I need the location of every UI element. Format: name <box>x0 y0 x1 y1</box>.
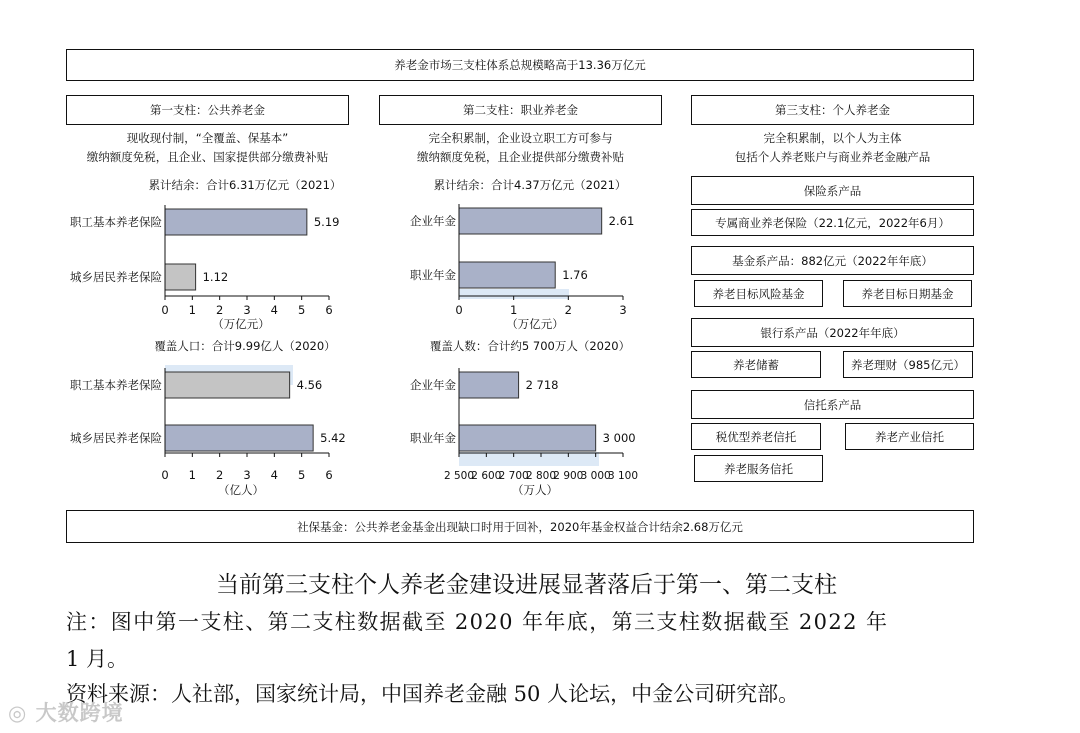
category-label: 城乡居民养老保险 <box>70 431 162 445</box>
insurance-product-item: 专属商业养老保险（22.1亿元，2022年6月） <box>691 209 974 236</box>
data-label: 2 718 <box>525 378 559 392</box>
pillar-2-title: 第二支柱：职业养老金 <box>463 103 578 117</box>
fund-products-header: 基金系产品：882亿元（2022年年底） <box>691 246 974 275</box>
data-label: 4.56 <box>296 378 323 392</box>
x-axis-label: （万亿元） <box>212 317 270 331</box>
x-tick-label: 2 <box>216 468 224 482</box>
figure-caption-title: 当前第三支柱个人养老金建设进展显著落后于第一、第二支柱 <box>216 572 837 598</box>
x-tick-label: 3 <box>243 303 251 317</box>
highlight-band <box>459 452 599 466</box>
bar <box>459 262 555 288</box>
bar <box>459 372 519 398</box>
x-tick-label: 2 700 <box>498 470 529 482</box>
category-label: 企业年金 <box>410 214 456 228</box>
x-tick-label: 4 <box>270 468 278 482</box>
x-tick-label: 3 000 <box>580 470 611 482</box>
x-tick-label: 2 800 <box>525 470 557 482</box>
chart-title: 覆盖人口：合计9.99亿人（2020） <box>154 339 336 353</box>
category-label: 职业年金 <box>410 431 456 445</box>
x-tick-label: 0 <box>455 303 463 317</box>
pillar-2-desc-line1: 完全积累制，企业设立职工方可参与 <box>428 131 613 145</box>
data-label: 5.42 <box>320 431 346 445</box>
category-label: 企业年金 <box>410 378 456 392</box>
trust-products-header: 信托系产品 <box>691 390 974 419</box>
pillar-3-desc-line1: 完全积累制，以个人为主体 <box>763 131 902 145</box>
category-label: 职工基本养老保险 <box>70 215 162 229</box>
category-label: 职工基本养老保险 <box>70 378 162 392</box>
x-tick-label: 6 <box>325 303 333 317</box>
x-tick-label: 3 <box>243 468 251 482</box>
trust-product-item-2: 养老产业信托 <box>845 423 974 450</box>
chart-title: 累计结余：合计6.31万亿元（2021） <box>148 178 342 192</box>
watermark <box>8 697 124 727</box>
bank-product-item-1: 养老储蓄 <box>691 351 821 378</box>
x-tick-label: 4 <box>270 303 278 317</box>
watermark-text: 大数跨境 <box>35 701 124 725</box>
bar <box>165 425 313 451</box>
bar <box>459 208 602 234</box>
x-axis-label: （亿人） <box>218 483 264 497</box>
trust-product-item-3: 养老服务信托 <box>694 455 823 482</box>
pillar-1-desc-line1: 现收现付制，“全覆盖、保基本” <box>126 131 289 145</box>
x-tick-label: 2 <box>216 303 224 317</box>
social-security-fund-box: 社保基金：公共养老金基金出现缺口时用于回补，2020年基金权益合计结余2.68万亿元 <box>66 510 974 543</box>
x-tick-label: 0 <box>161 468 169 482</box>
x-axis-label: （万亿元） <box>506 317 564 331</box>
chart-4 <box>410 339 638 497</box>
category-label: 职业年金 <box>410 268 456 282</box>
page-title: 养老金市场三支柱体系总规模略高于13.36万亿元 <box>394 58 646 72</box>
data-label: 3 000 <box>602 431 636 445</box>
trust-product-item-1: 税优型养老信托 <box>691 423 821 450</box>
chart-1 <box>70 178 341 331</box>
fund-product-item-1: 养老目标风险基金 <box>694 280 823 307</box>
figure-note-line1: 注：图中第一支柱、第二支柱数据截至 2020 年年底，第三支柱数据截至 2022 年 <box>66 610 889 634</box>
data-label: 2.61 <box>608 214 635 228</box>
x-tick-label: 1 <box>188 468 196 482</box>
x-tick-label: 0 <box>161 303 169 317</box>
x-tick-label: 5 <box>298 468 306 482</box>
bank-product-item-2: 养老理财（985亿元） <box>843 351 973 378</box>
pillar-3-desc-line2: 包括个人养老账户与商业养老金融产品 <box>734 150 931 164</box>
bar <box>165 372 290 398</box>
insurance-products-header: 保险系产品 <box>691 176 974 205</box>
figure-note-line2: 1 月。 <box>66 647 129 671</box>
data-label: 5.19 <box>313 215 340 229</box>
bar <box>459 425 596 451</box>
x-axis-label: （万人） <box>512 483 558 497</box>
x-tick-label: 1 <box>188 303 196 317</box>
x-tick-label: 2 500 <box>443 470 475 482</box>
bar <box>165 209 307 235</box>
watermark-logo-icon: ◎ <box>8 701 28 725</box>
chart-3 <box>70 339 346 497</box>
chart-title: 累计结余：合计4.37万亿元（2021） <box>433 178 627 192</box>
x-tick-label: 6 <box>325 468 333 482</box>
pillar-2-desc-line2: 缴纳额度免税，且企业提供部分缴费补贴 <box>417 150 624 164</box>
x-tick-label: 1 <box>510 303 518 317</box>
figure-source: 资料来源：人社部，国家统计局，中国养老金融 50 人论坛，中金公司研究部。 <box>66 682 800 706</box>
x-tick-label: 3 100 <box>607 470 639 482</box>
chart-title: 覆盖人数：合计约5 700万人（2020） <box>429 339 631 353</box>
x-tick-label: 3 <box>619 303 627 317</box>
x-tick-label: 2 600 <box>471 470 502 482</box>
x-tick-label: 5 <box>298 303 306 317</box>
bank-products-header: 银行系产品（2022年年底） <box>691 318 974 347</box>
pillar-1-desc-line2: 缴纳额度免税，且企业、国家提供部分缴费补贴 <box>86 150 329 164</box>
pillar-3-title: 第三支柱：个人养老金 <box>775 103 890 117</box>
pillar-1-title: 第一支柱：公共养老金 <box>150 103 265 117</box>
x-tick-label: 2 900 <box>553 470 584 482</box>
x-tick-label: 2 <box>564 303 572 317</box>
bar <box>165 264 196 290</box>
chart-2 <box>410 178 634 331</box>
fund-product-item-2: 养老目标日期基金 <box>843 280 972 307</box>
category-label: 城乡居民养老保险 <box>70 270 162 284</box>
data-label: 1.12 <box>202 270 229 284</box>
data-label: 1.76 <box>562 268 588 282</box>
